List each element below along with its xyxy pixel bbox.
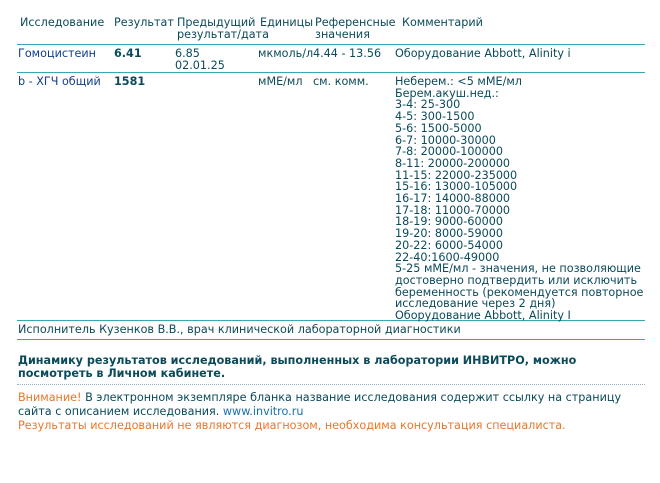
header-units: Единицы: [260, 16, 314, 29]
reference-range: 4.44 - 13.56: [313, 47, 382, 60]
not-diagnosis-note: Результаты исследований не являются диагнозом, необходима консультация специалиста.: [18, 419, 566, 432]
warning-label: Внимание!: [18, 391, 82, 404]
comment: Неберем.: <5 мМЕ/мл Берем.акуш.нед.: 3-4: 25-300 4-5: 300-1500 5-6: 1500-5000 6-7: 10000-30000 7-8: 20000-100000 8-11: 20000-200000 11-15: 22000-235000 15-16: 13000-105000 16-17: 14000-88000 17-18: 11000-70000 18-19: 9000-60000 19-20: 8000-59000 20-22: 6000-54000 22-40:1600-49000 5-25 мМЕ/мл - значения, не позволяющие достоверно подтвердить или исключить беременность (рекомендуется повторное исследование через 2 дня) Оборудование Abbott, Alinity I: [395, 75, 644, 323]
header-result: Результат: [114, 16, 174, 29]
table-row: [17, 73, 645, 321]
result-value: 6.41: [114, 47, 142, 60]
result-value: 1581: [114, 75, 146, 88]
invitro-link[interactable]: www.invitro.ru: [222, 405, 304, 418]
header-previous: Предыдущий результат/дата: [177, 16, 269, 41]
units: мкмоль/л: [258, 47, 314, 60]
units: мМЕ/мл: [258, 75, 303, 88]
study-name-link[interactable]: Гомоцистеин: [18, 47, 96, 60]
notice-text: В электронном экземпляре бланка название исследования содержит ссылку на страницу сайта с описанием исследования.: [18, 391, 622, 418]
header-comment: Комментарий: [402, 16, 483, 29]
header-reference: Референсные значения: [315, 16, 396, 41]
executor-line: Исполнитель Кузенков В.В., врач клинической лабораторной диагностики: [17, 321, 645, 340]
header-study: Исследование: [20, 16, 105, 29]
comment: Оборудование Abbott, Alinity i: [395, 47, 571, 60]
electronic-copy-notice: [17, 391, 645, 419]
previous-result: 6.85 02.01.25: [175, 47, 225, 72]
dynamics-message: Динамику результатов исследований, выполненных в лаборатории ИНВИТРО, можно посмотреть в Личном кабинете.: [17, 354, 645, 385]
table-header: [17, 14, 645, 45]
table-row: [17, 45, 645, 73]
reference-range: см. комм.: [313, 75, 369, 88]
study-name-link[interactable]: b - ХГЧ общий: [18, 75, 101, 88]
lab-results-page: [17, 14, 645, 433]
